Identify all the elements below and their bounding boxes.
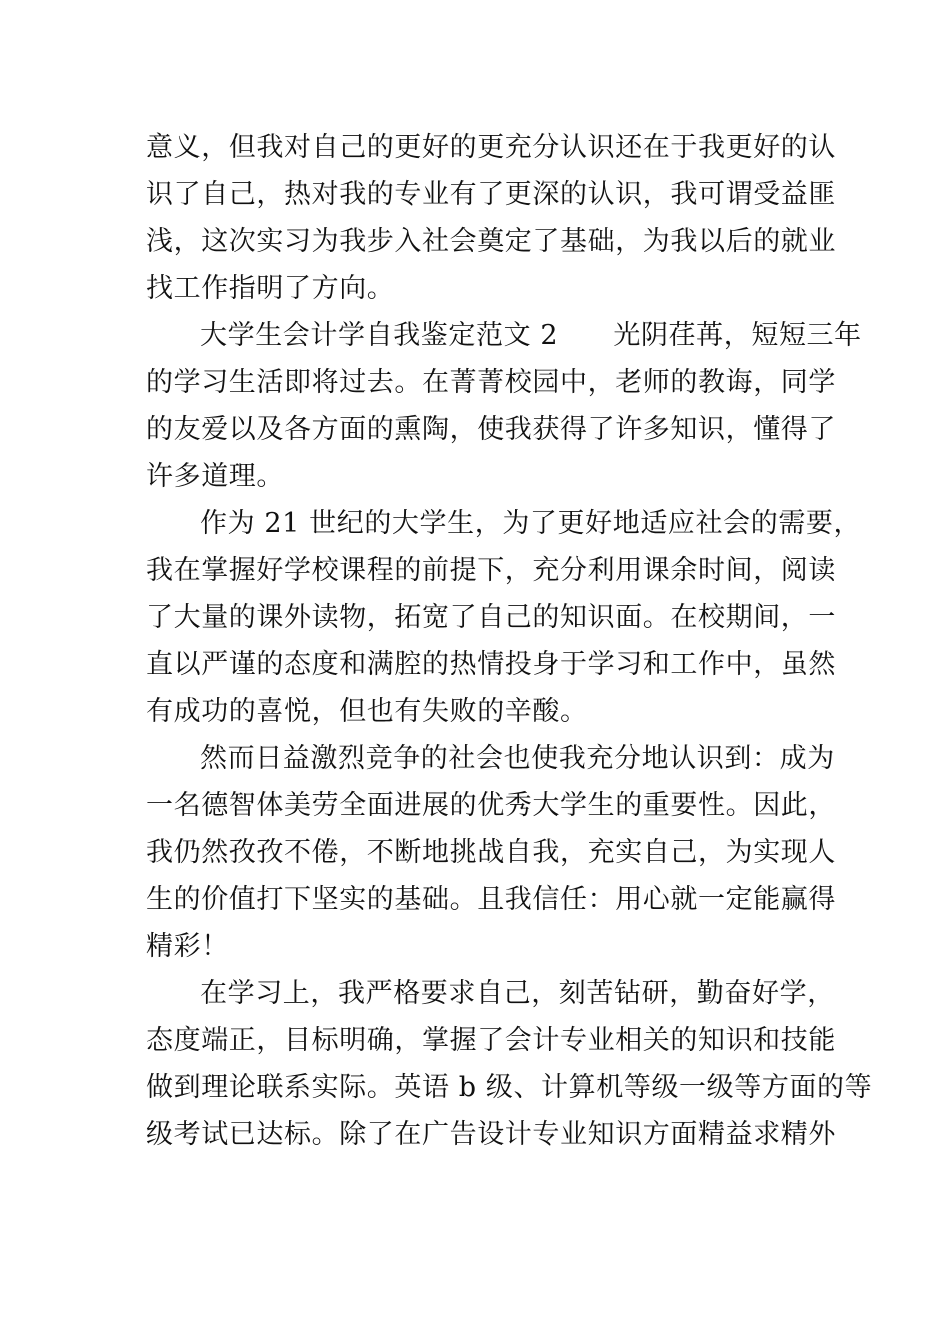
text-line: 找工作指明了方向。 — [146, 273, 395, 304]
text-line: 的学习生活即将过去。在菁菁校园中，老师的教诲，同学 — [146, 367, 836, 398]
paragraph-5 — [146, 970, 873, 1158]
text-line: 级考试已达标。除了在广告设计专业知识方面精益求精外 — [146, 1119, 836, 1150]
text-line: 作为 21 世纪的大学生，为了更好地适应社会的需要， — [200, 508, 862, 539]
document-body — [146, 124, 873, 1158]
text-line: 了大量的课外读物，拓宽了自己的知识面。在校期间，一 — [146, 602, 836, 633]
paragraph-2 — [146, 312, 862, 500]
text-line: 的友爱以及各方面的熏陶，使我获得了许多知识，懂得了 — [146, 414, 836, 445]
text-line: 态度端正，目标明确，掌握了会计专业相关的知识和技能 — [146, 1025, 836, 1056]
text-line: 做到理论联系实际。英语 b 级、计算机等级一级等方面的等 — [146, 1072, 873, 1103]
text-line: 然而日益激烈竞争的社会也使我充分地认识到：成为 — [200, 743, 835, 774]
text-line: 我在掌握好学校课程的前提下，充分利用课余时间，阅读 — [146, 555, 836, 586]
text-line: 生的价值打下坚实的基础。且我信任：用心就一定能赢得 — [146, 884, 836, 915]
text-line: 在学习上，我严格要求自己，刻苦钻研，勤奋好学， — [200, 978, 835, 1009]
text-line: 直以严谨的态度和满腔的热情投身于学习和工作中，虽然 — [146, 649, 836, 680]
text-line: 精彩！ — [146, 931, 229, 962]
paragraph-3 — [146, 500, 862, 735]
paragraph-1 — [146, 124, 836, 312]
text-line: 有成功的喜悦，但也有失败的辛酸。 — [146, 696, 588, 727]
text-line: 意义，但我对自己的更好的更充分认识还在于我更好的认 — [146, 132, 836, 163]
text-line: 识了自己，热对我的专业有了更深的认识，我可谓受益匪 — [146, 179, 836, 210]
text-line-heading: 大学生会计学自我鉴定范文 2 光阴荏苒，短短三年 — [200, 320, 862, 351]
text-line: 浅，这次实习为我步入社会奠定了基础，为我以后的就业 — [146, 226, 836, 257]
paragraph-4 — [146, 735, 836, 970]
text-line: 一名德智体美劳全面进展的优秀大学生的重要性。因此， — [146, 790, 836, 821]
text-line: 许多道理。 — [146, 461, 284, 492]
text-line: 我仍然孜孜不倦，不断地挑战自我，充实自己，为实现人 — [146, 837, 836, 868]
